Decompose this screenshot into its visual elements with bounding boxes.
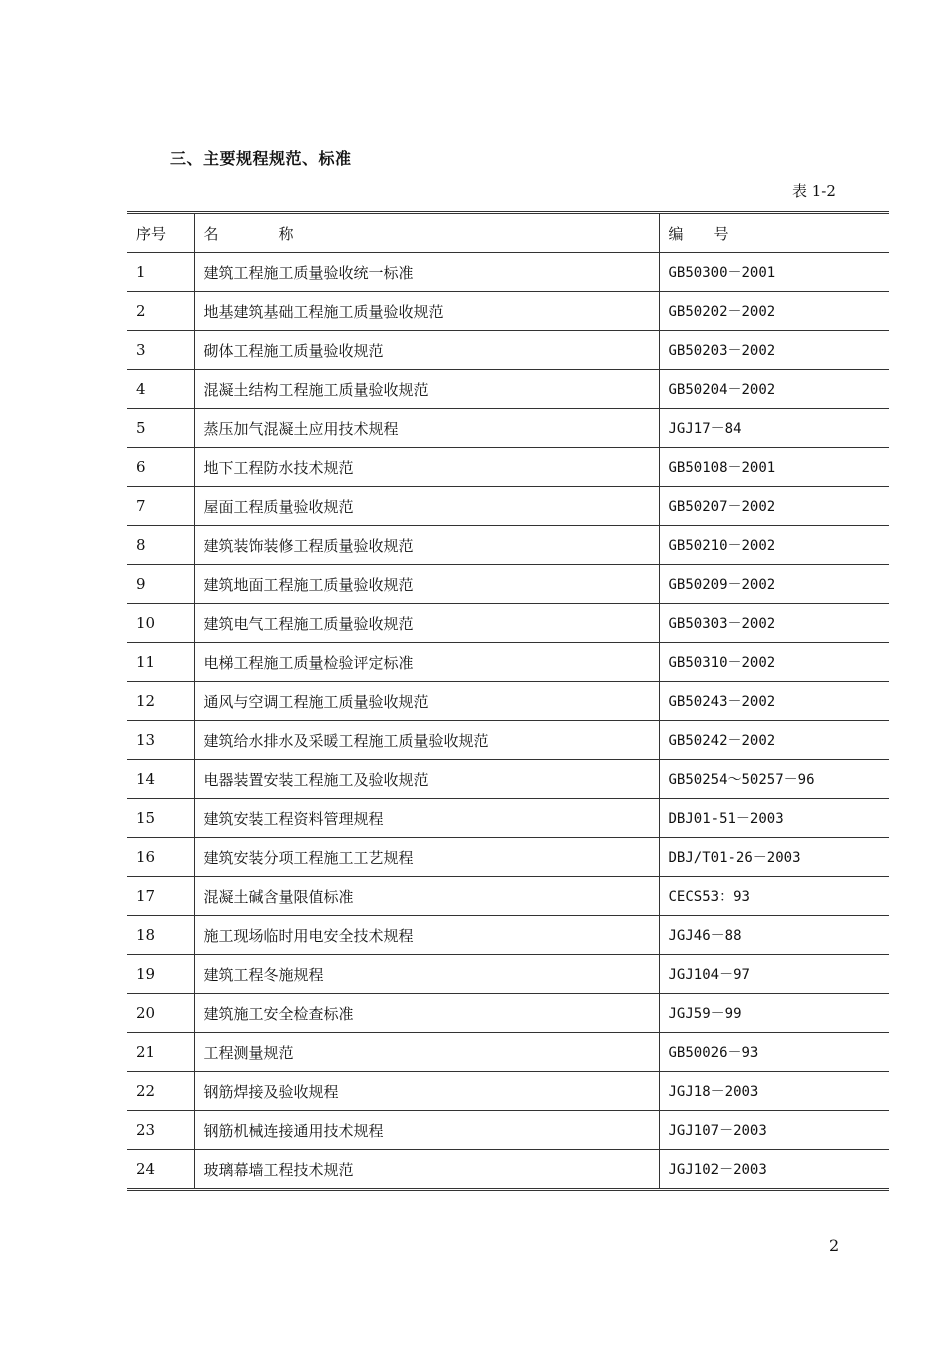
table-row [127,1150,889,1190]
row-name: 蒸压加气混凝土应用技术规程 [194,409,659,448]
row-code: JGJ17－84 [659,409,889,448]
row-no: 4 [127,370,194,409]
table-row [127,721,889,760]
row-name: 建筑地面工程施工质量验收规范 [194,565,659,604]
row-code: JGJ104－97 [659,955,889,994]
table-label: 表 1-2 [792,182,836,200]
row-name: 建筑安装分项工程施工工艺规程 [194,838,659,877]
row-no: 14 [127,760,194,799]
row-name: 建筑装饰装修工程质量验收规范 [194,526,659,565]
row-no: 23 [127,1111,194,1150]
row-no: 9 [127,565,194,604]
table-row [127,604,889,643]
row-name: 建筑工程施工质量验收统一标准 [194,253,659,292]
header-no: 序号 [127,213,194,253]
header-code: 编号 [659,213,889,253]
row-name: 建筑给水排水及采暖工程施工质量验收规范 [194,721,659,760]
row-name: 施工现场临时用电安全技术规程 [194,916,659,955]
row-code: GB50209－2002 [659,565,889,604]
row-no: 8 [127,526,194,565]
table-row [127,1033,889,1072]
row-code: JGJ59－99 [659,994,889,1033]
table-row [127,370,889,409]
row-no: 16 [127,838,194,877]
table-row [127,955,889,994]
row-no: 7 [127,487,194,526]
row-code: CECS53：93 [659,877,889,916]
row-name: 工程测量规范 [194,1033,659,1072]
row-name: 建筑工程冬施规程 [194,955,659,994]
row-code: GB50026－93 [659,1033,889,1072]
table-row [127,643,889,682]
row-code: GB50204－2002 [659,370,889,409]
row-name: 混凝土结构工程施工质量验收规范 [194,370,659,409]
row-no: 5 [127,409,194,448]
row-name: 砌体工程施工质量验收规范 [194,331,659,370]
row-no: 2 [127,292,194,331]
row-no: 11 [127,643,194,682]
row-code: DBJ/T01-26－2003 [659,838,889,877]
row-code: GB50203－2002 [659,331,889,370]
row-no: 1 [127,253,194,292]
row-code: DBJ01-51－2003 [659,799,889,838]
row-name: 电梯工程施工质量检验评定标准 [194,643,659,682]
table-row [127,409,889,448]
row-name: 电器装置安装工程施工及验收规范 [194,760,659,799]
row-code: GB50242－2002 [659,721,889,760]
table-row [127,253,889,292]
row-no: 6 [127,448,194,487]
row-name: 地基建筑基础工程施工质量验收规范 [194,292,659,331]
table-row [127,565,889,604]
row-code: GB50207－2002 [659,487,889,526]
row-no: 12 [127,682,194,721]
standards-table [127,211,889,1191]
row-code: GB50243－2002 [659,682,889,721]
section-title: 三、主要规程规范、标准 [170,149,352,168]
table-row [127,799,889,838]
header-name: 名称 [194,213,659,253]
table-row [127,760,889,799]
row-name: 通风与空调工程施工质量验收规范 [194,682,659,721]
row-no: 22 [127,1072,194,1111]
row-code: GB50303－2002 [659,604,889,643]
table-row [127,994,889,1033]
table-row [127,1072,889,1111]
table-row [127,838,889,877]
row-no: 18 [127,916,194,955]
row-name: 钢筋机械连接通用技术规程 [194,1111,659,1150]
table-row [127,331,889,370]
page-number: 2 [829,1236,840,1255]
row-code: JGJ46－88 [659,916,889,955]
row-name: 玻璃幕墙工程技术规范 [194,1150,659,1190]
table-header-row [127,213,889,253]
row-name: 屋面工程质量验收规范 [194,487,659,526]
row-code: JGJ18－2003 [659,1072,889,1111]
row-code: JGJ107－2003 [659,1111,889,1150]
row-no: 13 [127,721,194,760]
row-code: GB50300－2001 [659,253,889,292]
row-code: GB50202－2002 [659,292,889,331]
row-no: 19 [127,955,194,994]
row-no: 15 [127,799,194,838]
table-row [127,448,889,487]
row-name: 建筑安装工程资料管理规程 [194,799,659,838]
table-row [127,682,889,721]
row-code: GB50310－2002 [659,643,889,682]
row-code: GB50108－2001 [659,448,889,487]
row-no: 10 [127,604,194,643]
row-no: 20 [127,994,194,1033]
table-row [127,526,889,565]
row-no: 21 [127,1033,194,1072]
table-row [127,877,889,916]
table-row [127,1111,889,1150]
row-name: 建筑电气工程施工质量验收规范 [194,604,659,643]
row-no: 24 [127,1150,194,1190]
row-no: 17 [127,877,194,916]
row-name: 混凝土碱含量限值标准 [194,877,659,916]
table-row [127,292,889,331]
row-code: GB50210－2002 [659,526,889,565]
row-name: 建筑施工安全检查标准 [194,994,659,1033]
row-name: 地下工程防水技术规范 [194,448,659,487]
table-row [127,916,889,955]
row-no: 3 [127,331,194,370]
row-code: GB50254～50257－96 [659,760,889,799]
row-name: 钢筋焊接及验收规程 [194,1072,659,1111]
table-row [127,487,889,526]
row-code: JGJ102－2003 [659,1150,889,1190]
